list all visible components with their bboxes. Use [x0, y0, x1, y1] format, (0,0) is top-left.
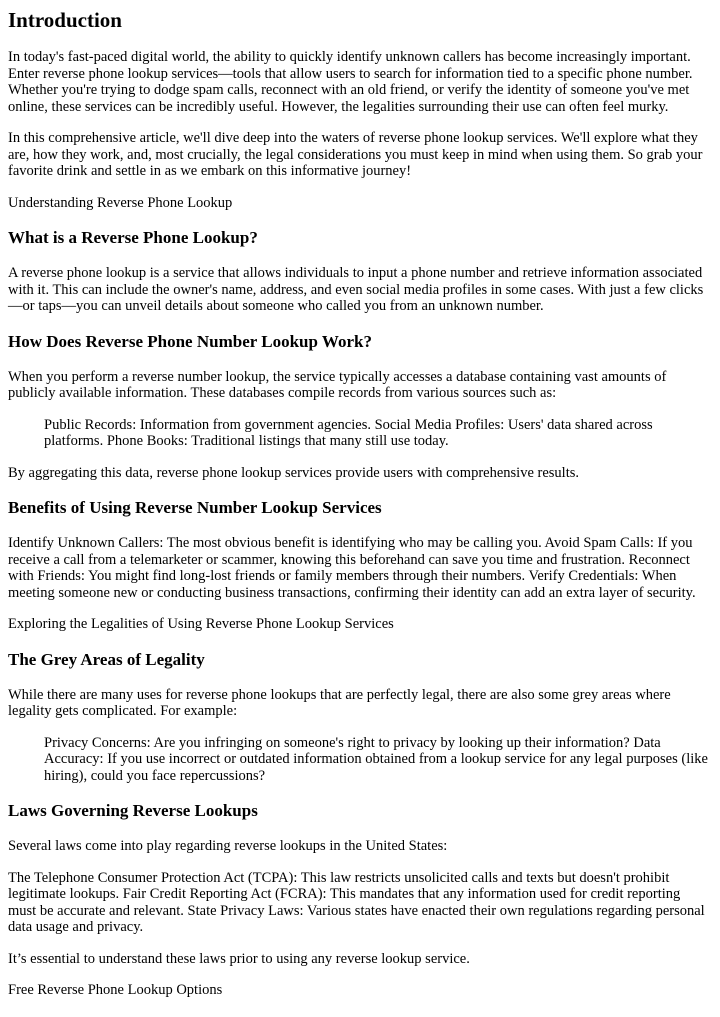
- paragraph-laws-list: The Telephone Consumer Protection Act (TCPA): This law restricts unsolicited calls and texts but doesn't prohibit legitimate lookups. Fair Credit Reporting Act (FCRA): This mandates that any information used for credit reporting must be accurate and relevant. State Privacy Laws: Various states have enacted their own regulations regarding personal data usage and privacy.: [8, 869, 705, 935]
- blockquote-sources: Public Records: Information from government agencies. Social Media Profiles: Users' data shared across platforms. Phone Books: Traditional listings that many still use today.: [44, 416, 653, 449]
- intro-paragraph-2: In this comprehensive article, we'll dive deep into the waters of reverse phone lookup services. We'll explore what they are, how they work, and, most crucially, the legal considerations you must keep in mind when using them. So grab your favorite drink and settle in as we embark on this informative journey!: [8, 130, 703, 179]
- heading-laws: Laws Governing Reverse Lookups: [8, 801, 258, 820]
- heading-benefits: Benefits of Using Reverse Number Lookup Services: [8, 498, 382, 517]
- blockquote-grey-areas: Privacy Concerns: Are you infringing on someone's right to privacy by looking up their information? Data Accuracy: If you use incorrect or outdated information obtained from a lookup service for any legal purposes (like hiring), could you face repercussions?: [44, 734, 708, 784]
- intro-paragraph-1: In today's fast-paced digital world, the ability to quickly identify unknown callers has become increasingly important. Enter reverse phone lookup services—tools that allow users to search for information tied to a specific phone number. Whether you're trying to dodge spam calls, reconnect with an old friend, or verify the identity of someone you've met online, these services can be incredibly useful. However, the legalities surrounding their use can often feel murky.: [8, 49, 693, 115]
- heading-grey-areas: The Grey Areas of Legality: [8, 649, 205, 669]
- paragraph-benefits: Identify Unknown Callers: The most obvious benefit is identifying who may be calling you. Avoid Spam Calls: If you receive a call from a telemarketer or scammer, knowing this beforehand can save you time and frustration. Reconnect with Friends: You might find long-lost friends or family members through their numbers. Verify Credentials: When meeting someone new or conducting business transactions, confirming their identity can add an extra layer of security.: [8, 535, 696, 601]
- paragraph-grey-areas: While there are many uses for reverse phone lookups that are perfectly legal, there are also some grey areas where legality gets complicated. For example:: [8, 686, 671, 719]
- paragraph-what-is: A reverse phone lookup is a service that allows individuals to input a phone number and retrieve information associated with it. This can include the owner's name, address, and even social media profiles in some cases. With just a few clicks—or taps—you can unveil details about someone who called you from an unknown number.: [8, 265, 704, 314]
- paragraph-how-work: When you perform a reverse number lookup, the service typically accesses a database containing vast amounts of publicly available information. These databases compile records from various sources such as:: [8, 368, 667, 401]
- paragraph-aggregating: By aggregating this data, reverse phone lookup services provide users with comprehensive results.: [8, 464, 579, 481]
- section-label-free-options: Free Reverse Phone Lookup Options: [8, 982, 223, 998]
- section-label-understanding: Understanding Reverse Phone Lookup: [8, 194, 233, 211]
- section-label-legalities: Exploring the Legalities of Using Reverse Phone Lookup Services: [8, 616, 394, 632]
- paragraph-essential: It’s essential to understand these laws prior to using any reverse lookup service.: [8, 950, 470, 967]
- paragraph-laws-intro: Several laws come into play regarding reverse lookups in the United States:: [8, 838, 448, 854]
- heading-how-work: How Does Reverse Phone Number Lookup Work?: [8, 331, 372, 351]
- heading-what-is: What is a Reverse Phone Lookup?: [8, 228, 258, 247]
- page-title: Introduction: [8, 8, 122, 32]
